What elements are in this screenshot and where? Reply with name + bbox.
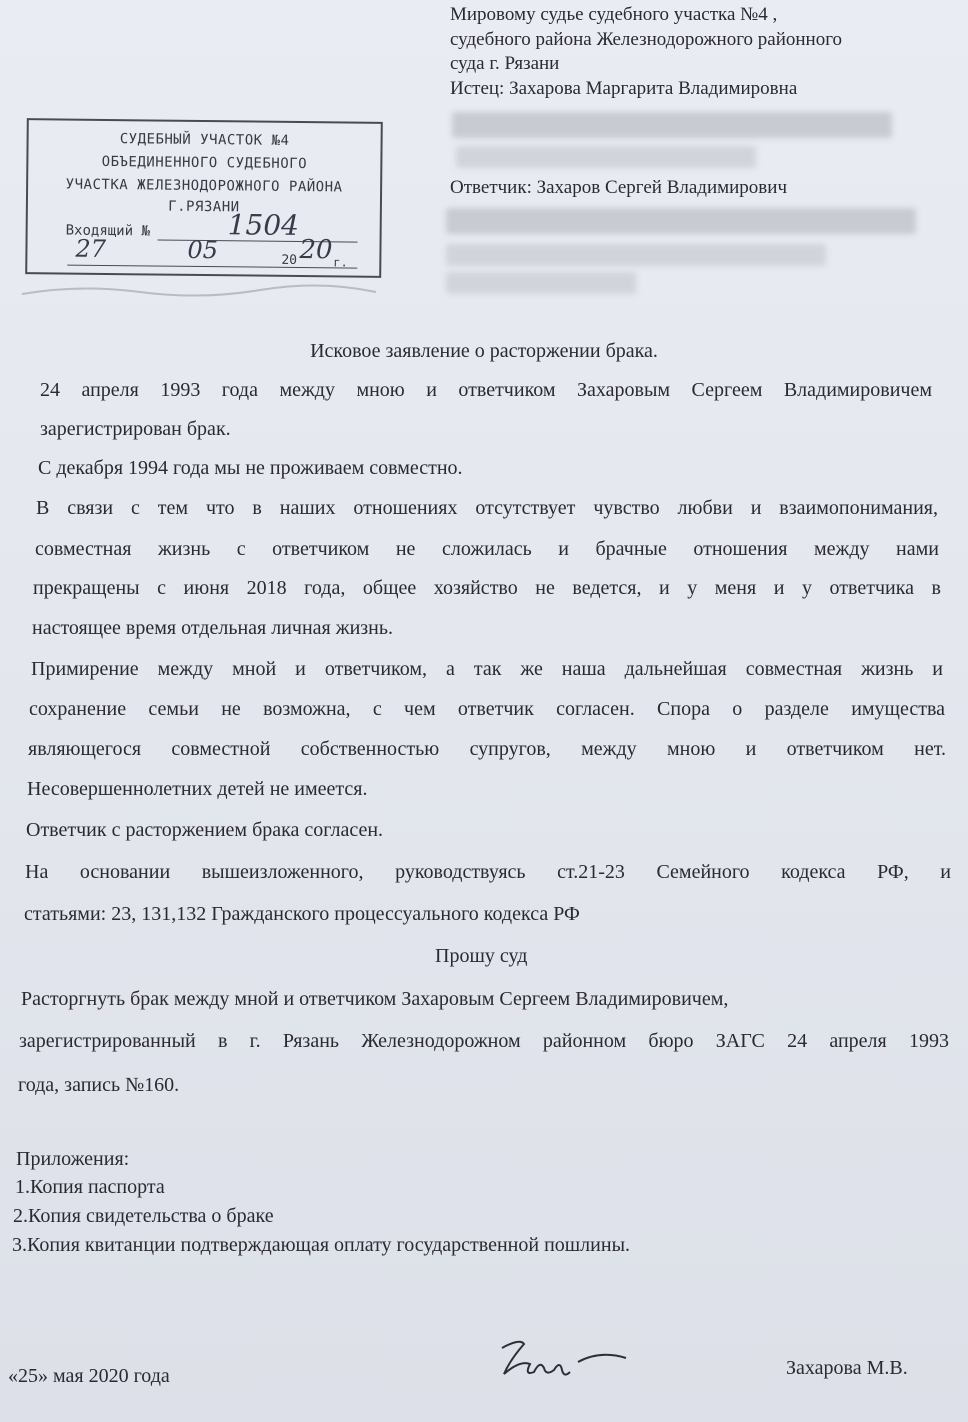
stamp-year-prefix: 20 [281,252,298,268]
addressee-line-2: судебного района Железнодорожного районного [450,29,843,50]
stamp-incoming-number: 1504 [227,208,300,242]
addressee-line-1: Мировому судье судебного участка №4 , [450,4,778,25]
stamp-year-abbr: г. [333,255,348,270]
stamp-line-1: СУДЕБНЫЙ УЧАСТОК №4 [119,131,290,149]
paragraph-6-line-1: На основании вышеизложенного, руководствуясь ст.21-23 Семейного кодекса РФ, и [25,861,951,883]
stamp-incoming-label: Входящий № [65,222,151,240]
stamp-year-suffix: 20 [299,235,333,266]
paragraph-3-line-4: настоящее время отдельная личная жизнь. [32,617,393,639]
attachment-item-2: 2.Копия свидетельства о браке [13,1205,274,1227]
redacted-plaintiff-address [452,112,892,138]
document-date: «25» мая 2020 года [8,1365,170,1387]
attachment-item-1: 1.Копия паспорта [15,1176,165,1198]
paragraph-4-line-4: Несовершеннолетних детей не имеется. [27,778,368,800]
redacted-defendant-extra [446,272,636,294]
paragraph-4-line-2: сохранение семьи не возможна, с чем ответчик согласен. Спора о разделе имущества [29,698,945,720]
defendant-line: Ответчик: Захаров Сергей Владимирович [450,177,787,198]
request-line-3: года, запись №160. [18,1074,180,1096]
paragraph-4-line-3: являющегося совместной собственностью супругов, между мною и ответчиком нет. [28,738,946,760]
paragraph-1-line-1: 24 апреля 1993 года между мною и ответчиком Захаровым Сергеем Владимировичем [40,379,932,401]
stamp-line-4: Г.РЯЗАНИ [168,198,240,216]
request-line-2: зарегистрированный в г. Рязань Железнодорожном районном бюро ЗАГС 24 апреля 1993 [19,1030,949,1052]
redacted-plaintiff-contact [456,146,756,168]
stamp-line-2: ОБЪЕДИНЕННОГО СУДЕБНОГО [101,153,308,173]
stamp-day: 27 [75,234,107,263]
attachment-item-3: 3.Копия квитанции подтверждающая оплату государственной пошлины. [12,1234,631,1256]
stamp-date-underline [67,265,357,269]
redacted-defendant-address [446,208,916,234]
request-line-1: Расторгнуть брак между мной и ответчиком Захаровым Сергеем Владимировичем, [21,988,729,1010]
stamp-month: 05 [187,235,219,265]
document-title: Исковое заявление о расторжении брака. [310,340,658,362]
paragraph-5: Ответчик с расторжением брака согласен. [26,819,384,841]
paragraph-4-line-1: Примирение между мной и ответчиком, а так же наша дальнейшая совместная жизнь и [31,658,943,680]
addressee-line-3: суда г. Рязани [450,53,560,74]
paragraph-6-line-2: статьями: 23, 131,132 Гражданского процессуального кодекса РФ [24,903,580,925]
paragraph-3-line-2: совместная жизнь с ответчиком не сложилась и брачные отношения между нами [35,538,939,560]
redacted-defendant-contact [446,244,826,266]
attachments-heading: Приложения: [16,1148,130,1170]
paragraph-3-line-1: В связи с тем что в наших отношениях отсутствует чувство любви и взаимопонимания, [36,497,938,519]
paragraph-1-line-2: зарегистрирован брак. [40,418,231,440]
stamp-line-3: УЧАСТКА ЖЕЛЕЗНОДОРОЖНОГО РАЙОНА [65,176,343,196]
signature [490,1330,640,1390]
plaintiff-line: Истец: Захарова Маргарита Владимировна [450,78,798,99]
paragraph-2: С декабря 1994 года мы не проживаем совместно. [38,457,463,479]
court-stamp [25,118,383,278]
stamp-smudge [20,278,380,302]
signer-name: Захарова М.В. [786,1357,908,1379]
request-heading: Прошу суд [435,945,528,967]
paragraph-3-line-3: прекращены с июня 2018 года, общее хозяйство не ведется, и у меня и у ответчика в [33,577,941,599]
